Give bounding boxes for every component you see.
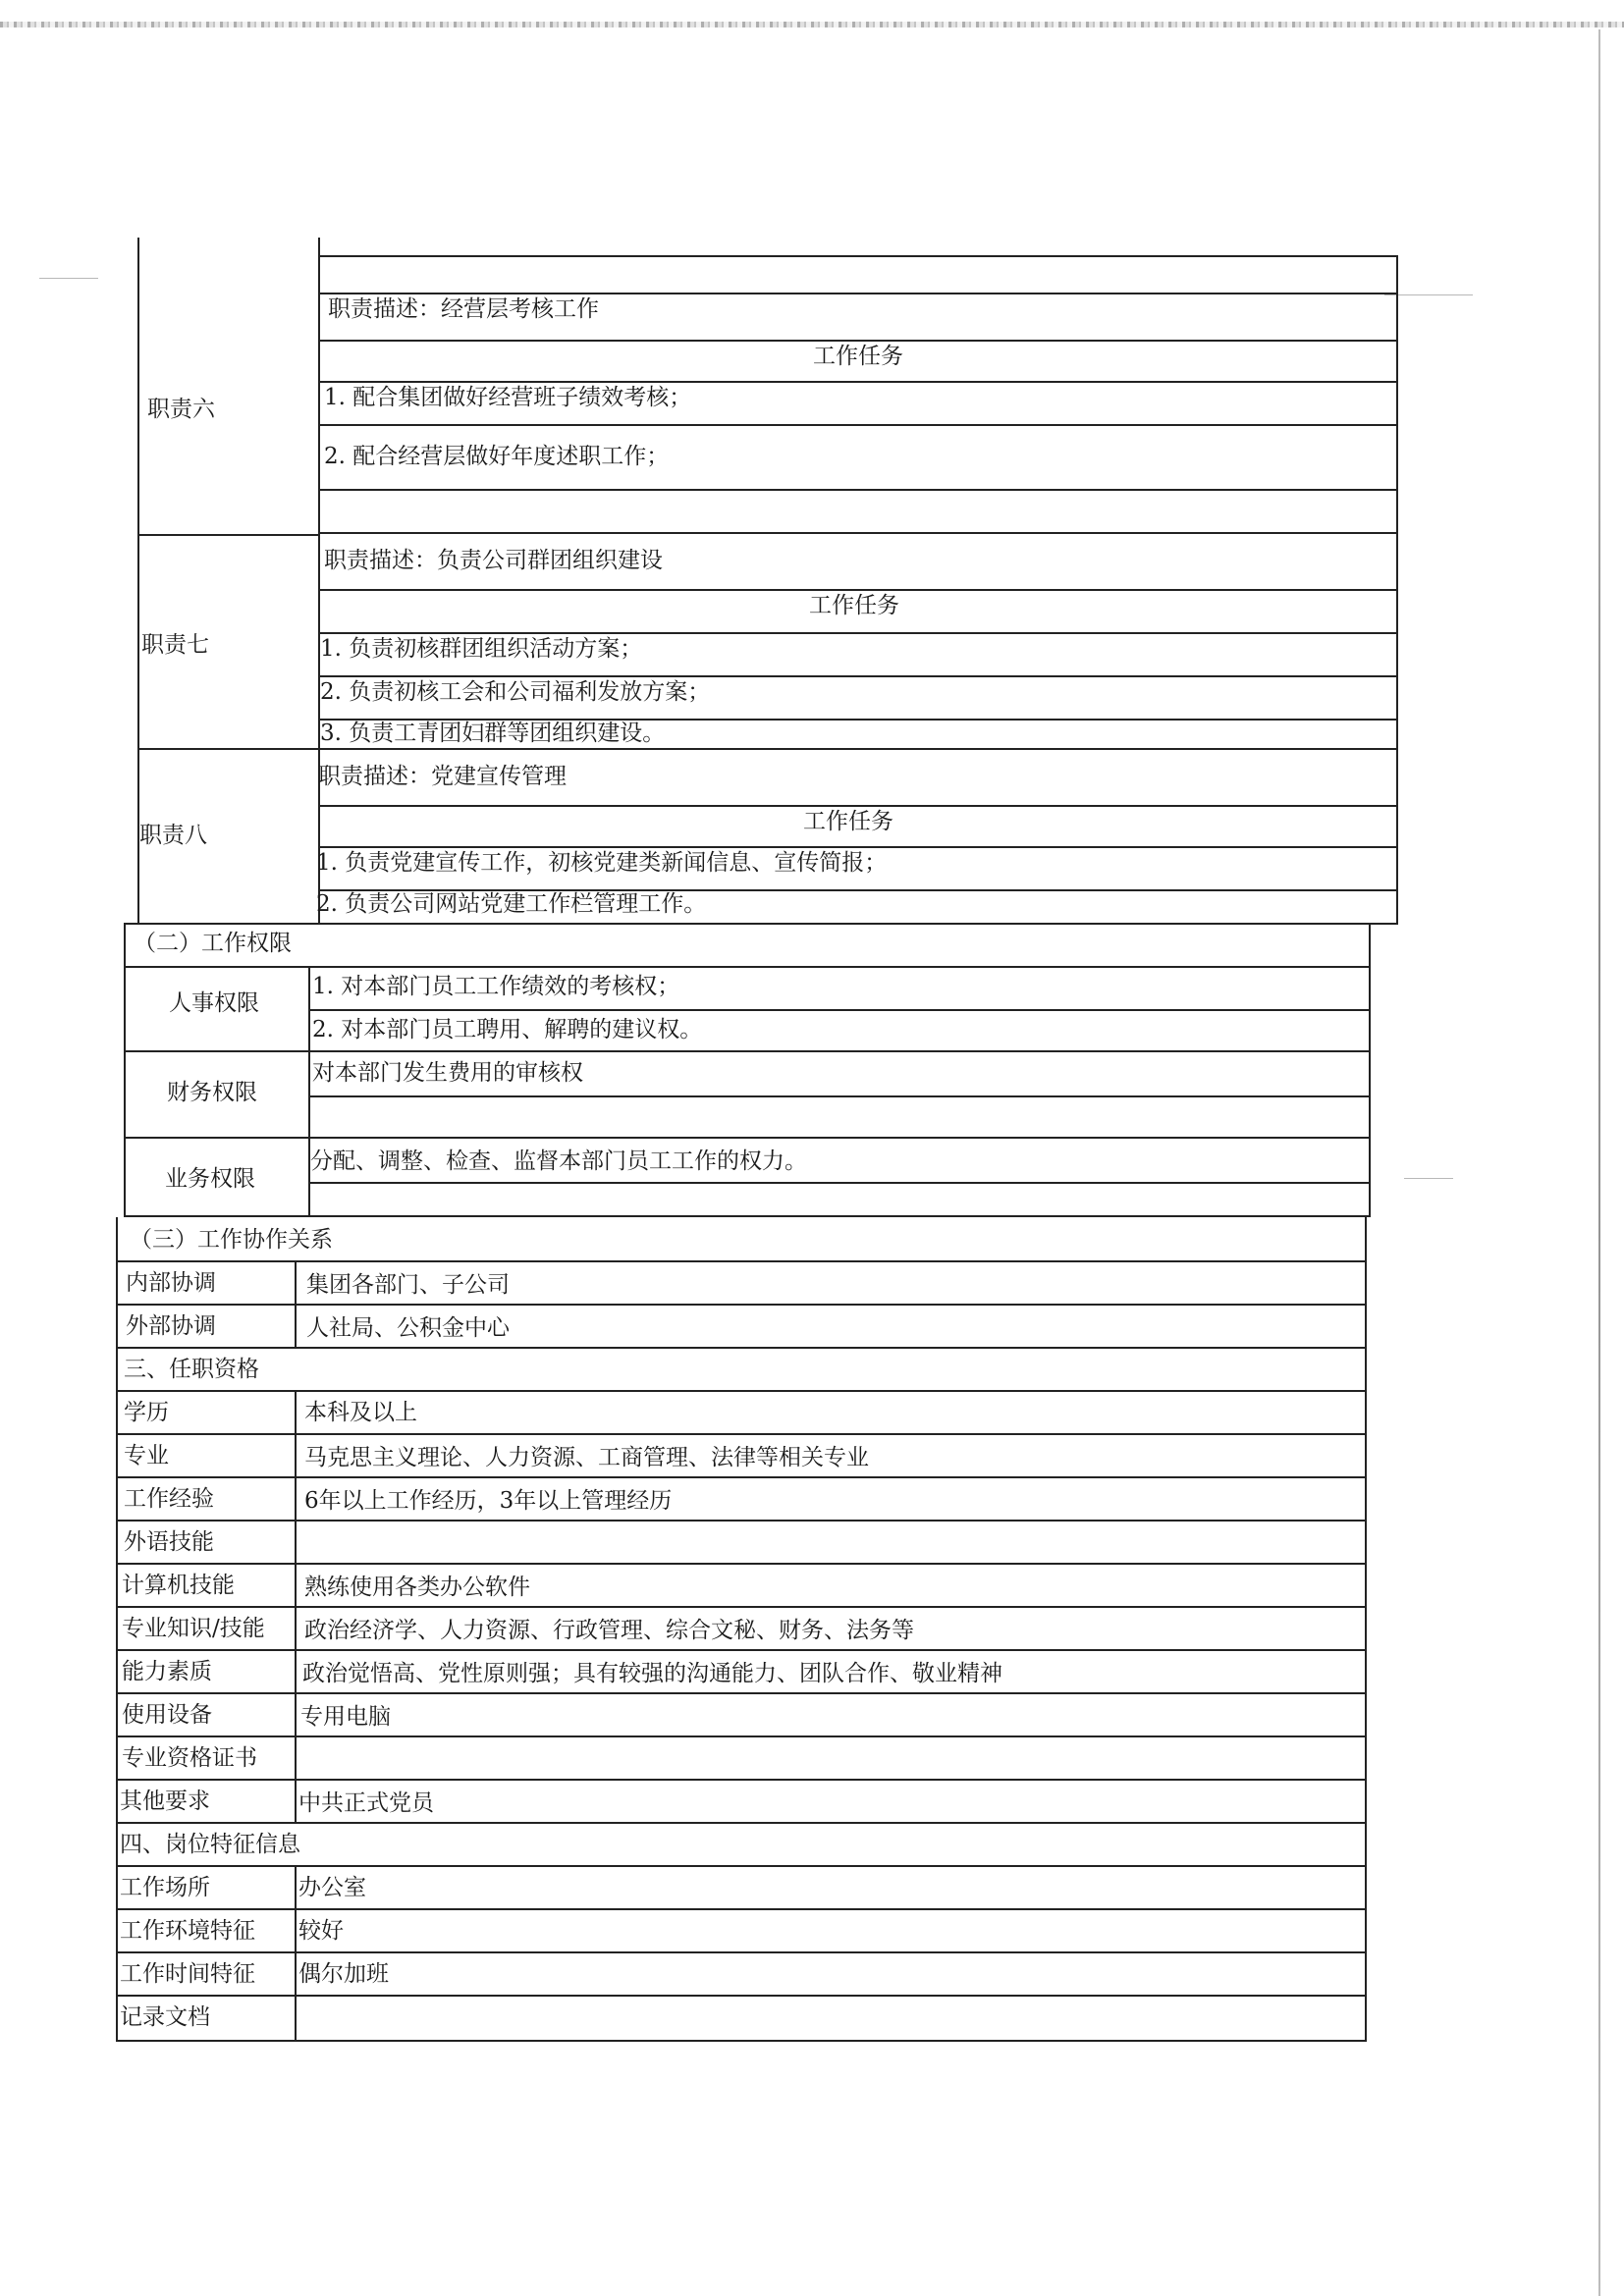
row-line xyxy=(126,923,1369,925)
row-line xyxy=(308,1182,1369,1184)
task-item: 1. 负责党建宣传工作，初核党建类新闻信息、宣传简报； xyxy=(316,850,888,876)
row-value: 偶尔加班 xyxy=(298,1961,389,1987)
section-heading: （三）工作协作关系 xyxy=(130,1227,333,1253)
row-line xyxy=(118,1433,1365,1435)
row-line xyxy=(118,1865,1365,1867)
row-value: 政治经济学、人力资源、行政管理、综合文秘、财务、法务等 xyxy=(304,1618,914,1643)
row-value: 熟练使用各类办公软件 xyxy=(304,1575,530,1600)
authority-line: 1. 对本部门员工工作绩效的考核权； xyxy=(312,974,680,999)
duty-separator xyxy=(139,748,1398,750)
row-line xyxy=(308,1095,1369,1097)
row-line xyxy=(118,1520,1365,1522)
row-label: 工作时间特征 xyxy=(120,1961,255,1987)
section-heading: 三、任职资格 xyxy=(124,1357,259,1382)
duty-separator xyxy=(139,534,318,536)
row-line xyxy=(126,1050,1369,1052)
row-line xyxy=(118,1822,1365,1824)
row-value: 较好 xyxy=(298,1918,344,1944)
task-item: 2. 配合经营层做好年度述职工作； xyxy=(324,444,670,469)
row-label: 专业资格证书 xyxy=(122,1745,257,1771)
task-item: 1. 配合集团做好经营班子绩效考核； xyxy=(324,385,692,410)
row-line xyxy=(118,1951,1365,1953)
row-line xyxy=(118,1347,1365,1349)
duty-description: 职责描述：党建宣传管理 xyxy=(318,764,567,789)
row-line xyxy=(118,1995,1365,1997)
row-line xyxy=(308,1009,1369,1011)
row-value: 集团各部门、子公司 xyxy=(306,1272,510,1298)
task-header: 工作任务 xyxy=(809,593,899,618)
row-line xyxy=(126,1137,1369,1139)
row-label: 工作场所 xyxy=(120,1875,210,1900)
row-value: 马克思主义理论、人力资源、工商管理、法律等相关专业 xyxy=(304,1445,869,1470)
scan-edge-right xyxy=(1598,29,1600,2296)
row-line xyxy=(118,1735,1365,1737)
row-value: 中共正式党员 xyxy=(298,1790,434,1816)
row-label: 工作环境特征 xyxy=(120,1918,255,1944)
row-value: 政治觉悟高、党性原则强；具有较强的沟通能力、团队合作、敬业精神 xyxy=(302,1661,1002,1686)
task-item: 2. 负责公司网站党建工作栏管理工作。 xyxy=(316,891,707,917)
row-line xyxy=(118,1476,1365,1478)
row-label: 专业 xyxy=(124,1443,169,1468)
duty-description: 职责描述：负责公司群团组织建设 xyxy=(324,548,663,573)
row-label: 外部协调 xyxy=(126,1313,216,1339)
row-line xyxy=(118,1563,1365,1565)
row-label: 计算机技能 xyxy=(122,1573,235,1598)
task-item: 1. 负责初核群团组织活动方案； xyxy=(320,636,643,662)
duty-title: 职责八 xyxy=(139,823,207,848)
row-label: 其他要求 xyxy=(120,1789,210,1814)
row-line xyxy=(118,1692,1365,1694)
row-line xyxy=(318,424,1398,426)
row-label: 工作经验 xyxy=(124,1486,214,1512)
row-line xyxy=(318,489,1398,491)
row-label: 学历 xyxy=(124,1400,169,1425)
row-line xyxy=(118,1304,1365,1306)
row-line xyxy=(118,1908,1365,1910)
row-label: 能力素质 xyxy=(122,1659,212,1684)
authority-label: 业务权限 xyxy=(165,1166,255,1192)
row-value: 6年以上工作经历，3年以上管理经历 xyxy=(304,1488,673,1514)
task-header: 工作任务 xyxy=(813,344,903,369)
authority-line: 2. 对本部门员工聘用、解聘的建议权。 xyxy=(312,1017,703,1042)
row-line xyxy=(318,255,1398,257)
authority-label: 财务权限 xyxy=(167,1080,257,1105)
section-heading: （二）工作权限 xyxy=(134,931,292,956)
row-label: 专业知识/技能 xyxy=(122,1616,265,1641)
authority-line: 分配、调整、检查、监督本部门员工工作的权力。 xyxy=(310,1148,807,1174)
task-item: 3. 负责工青团妇群等团组织建设。 xyxy=(320,721,666,746)
task-header: 工作任务 xyxy=(803,809,893,834)
row-label: 记录文档 xyxy=(120,2004,210,2030)
duty-title: 职责六 xyxy=(147,397,215,422)
col-divider xyxy=(308,966,310,1215)
row-value: 专用电脑 xyxy=(300,1704,391,1730)
duty-description: 职责描述：经营层考核工作 xyxy=(328,296,599,322)
row-label: 使用设备 xyxy=(122,1702,212,1728)
task-item: 2. 负责初核工会和公司福利发放方案； xyxy=(320,679,711,705)
row-value: 本科及以上 xyxy=(304,1400,417,1425)
row-label: 内部协调 xyxy=(126,1270,216,1296)
row-line xyxy=(118,1649,1365,1651)
scan-mark xyxy=(1404,1178,1453,1179)
row-line xyxy=(118,1779,1365,1781)
scan-noise-top xyxy=(0,22,1624,27)
row-line xyxy=(126,966,1369,968)
row-line xyxy=(318,532,1398,534)
authority-line: 对本部门发生费用的审核权 xyxy=(312,1060,583,1086)
authority-label: 人事权限 xyxy=(169,990,259,1016)
section-heading: 四、岗位特征信息 xyxy=(120,1832,300,1857)
scan-mark xyxy=(39,278,98,279)
row-line xyxy=(118,1390,1365,1392)
row-line xyxy=(118,1606,1365,1608)
row-value: 人社局、公积金中心 xyxy=(306,1315,510,1341)
row-label: 外语技能 xyxy=(124,1529,214,1555)
row-value: 办公室 xyxy=(298,1875,366,1900)
row-line xyxy=(118,1260,1365,1262)
duty-title: 职责七 xyxy=(141,632,209,658)
